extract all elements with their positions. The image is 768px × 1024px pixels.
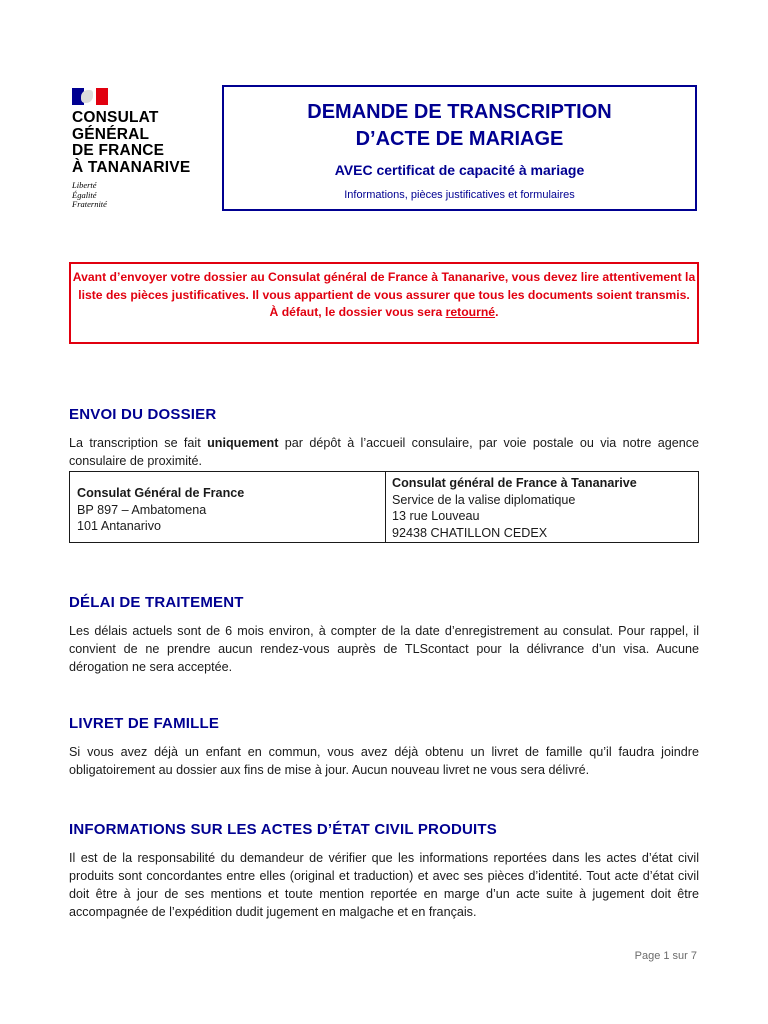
warning-text: Avant d’envoyer votre dossier au Consulat général de France à Tananarive, vous devez lire attentivement la liste des pièces justificatives. Il vous appartient de vous assurer que tous les documents soient transmis. — [72, 270, 696, 302]
address-right-line-1: Service de la valise diplomatique — [392, 492, 576, 507]
document-title-box — [222, 85, 697, 211]
org-name-line-1: CONSULAT — [72, 109, 159, 126]
address-cell-left — [70, 472, 386, 542]
org-name-line-2: GÉNÉRAL — [72, 125, 150, 143]
motto-liberte: Liberté — [72, 180, 97, 190]
address-left-title: Consulat Général de France — [77, 486, 245, 500]
address-right-title: Consulat général de France à Tananarive — [392, 476, 637, 490]
warning-last-line — [71, 304, 697, 322]
marianne-flag-icon — [72, 88, 108, 105]
section-heading-infos: INFORMATIONS SUR LES ACTES D’ÉTAT CIVIL PRODUITS — [69, 821, 497, 838]
document-subtitle: AVEC certificat de capacité à mariage — [334, 162, 585, 178]
section-heading-envoi: ENVOI DU DOSSIER — [69, 406, 217, 423]
address-cell-right — [386, 472, 698, 542]
section-text-delai: Les délais actuels sont de 6 mois environ, à compter de la date d’enregistrement au consulat. Pour rappel, il convient de ne prendre aucun rendez-vous auprès de TLScontact pour la délivrance d’un visa. Aucune dérogation ne sera acceptée. — [69, 624, 699, 674]
org-name-line-4: À TANANARIVE — [72, 158, 191, 176]
section-heading-delai: DÉLAI DE TRAITEMENT — [69, 594, 244, 611]
envoi-text-bold: uniquement — [207, 436, 279, 450]
consulate-logo — [72, 88, 212, 210]
document-caption: Informations, pièces justificatives et formulaires — [344, 189, 575, 201]
warning-last-suffix: . — [495, 305, 499, 319]
motto — [72, 181, 212, 210]
warning-box — [69, 262, 699, 344]
section-text-envoi — [69, 434, 699, 470]
org-name-line-3: DE FRANCE — [72, 142, 165, 159]
page-number: Page 1 sur 7 — [634, 950, 697, 962]
document-title-line-2: D’ACTE DE MARIAGE — [355, 128, 564, 150]
motto-egalite: Égalité — [72, 189, 97, 200]
address-left-line-2: 101 Antanarivo — [77, 519, 162, 533]
warning-returned-word: retourné — [445, 305, 496, 319]
address-left-line-1: BP 897 – Ambatomena — [77, 502, 207, 517]
section-text-livret: Si vous avez déjà un enfant en commun, vous avez déjà obtenu un livret de famille qu’il faudra joindre obligatoirement au dossier aux fins de mise à jour. Aucun nouveau livret ne vous sera délivré. — [69, 745, 699, 777]
address-right-line-2: 13 rue Louveau — [392, 509, 480, 523]
address-table — [69, 471, 699, 543]
warning-last-prefix: À défaut, le dossier vous sera — [269, 305, 446, 319]
section-heading-livret: LIVRET DE FAMILLE — [69, 715, 220, 732]
envoi-text-before: La transcription se fait — [69, 436, 208, 450]
address-right-line-3: 92438 CHATILLON CEDEX — [392, 525, 548, 540]
section-text-infos: Il est de la responsabilité du demandeur de vérifier que les informations reportées dans les actes d’état civil produits sont concordantes entre elles (original et traduction) et avec ses pièces d’identité. Tout acte d’état civil doit être à jour de ses mentions et toute mention reportée en marge d’un acte suite à jugement doit être accompagnée de l’expédition dudit jugement en malgache et en français. — [69, 851, 699, 919]
envoi-text-after: par dépôt à l’accueil consulaire, par voie postale ou via notre agence consulaire de proximité. — [69, 436, 700, 468]
document-title-line-1: DEMANDE DE TRANSCRIPTION — [307, 101, 612, 123]
motto-fraternite: Fraternité — [72, 199, 107, 209]
